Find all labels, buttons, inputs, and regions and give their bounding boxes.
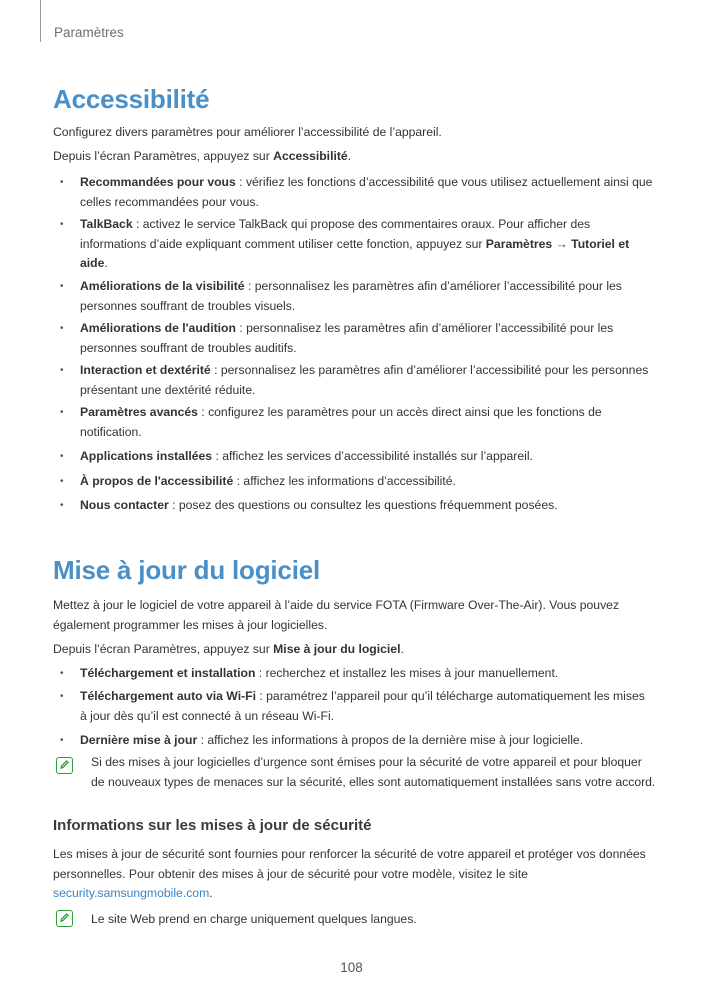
page-number: 108 <box>340 960 363 975</box>
list-item: • Recommandées pour vous : vérifiez les fonctions d’accessibilité que vous utilisez actuellement ainsi que celles recommandées pour vous. <box>60 175 653 209</box>
list-item: • Nous contacter : posez des questions ou consultez les questions fréquemment posées. <box>53 496 653 516</box>
header-section-label: Paramètres <box>54 25 124 40</box>
bullet-icon: • <box>60 500 64 511</box>
bullet-icon: • <box>60 365 64 376</box>
software-update-title: Mise à jour du logiciel <box>53 555 321 585</box>
software-update-path: Depuis l’écran Paramètres, appuyez sur Mise à jour du logiciel. <box>53 642 404 656</box>
bullet-icon: • <box>60 177 64 188</box>
bullet-icon: • <box>60 668 64 679</box>
bullet-icon: • <box>60 407 64 418</box>
accessibility-intro: Configurez divers paramètres pour améliorer l’accessibilité de l’appareil. <box>53 125 442 139</box>
list-item: • Améliorations de l'audition : personnalisez les paramètres afin d’améliorer l’accessibilité pour les personnes souffrant de troubles auditifs. <box>60 321 614 355</box>
accessibility-title: Accessibilité <box>53 84 210 114</box>
list-item: • Téléchargement auto via Wi-Fi : paramétrez l’appareil pour qu’il télécharge automatiquement les mises à jour dès qu’il est connecté à un réseau Wi-Fi. <box>60 689 645 723</box>
security-updates-body: Les mises à jour de sécurité sont fournies pour renforcer la sécurité de votre appareil et protéger vos données personnelles. Pour obtenir des mises à jour de sécurité pour votre modèle, visitez le site security.samsungmobile.com. <box>53 847 646 900</box>
bullet-icon: • <box>60 451 64 462</box>
note-pencil-icon <box>56 757 73 774</box>
note-pencil-icon <box>56 910 73 927</box>
list-item: • Interaction et dextérité : personnalisez les paramètres afin d’améliorer l’accessibilité pour les personnes présentant une dextérité réduite. <box>60 363 649 397</box>
bullet-icon: • <box>60 691 64 702</box>
list-item: • Dernière mise à jour : affichez les informations à propos de la dernière mise à jour logicielle. <box>53 731 653 751</box>
security-link[interactable]: security.samsungmobile.com <box>53 886 210 900</box>
update-note: Si des mises à jour logicielles d’urgence sont émises pour la sécurité de votre appareil et pour bloquer de nouveaux types de menaces sur la sécurité, elles sont automatiquement installées sans votre accord. <box>91 755 656 789</box>
list-item: • TalkBack : activez le service TalkBack qui propose des commentaires oraux. Pour afficher des informations d’aide expliquant comment utiliser cette fonction, appuyez sur Paramètres → Tutoriel et aide. <box>60 217 630 270</box>
security-note: Le site Web prend en charge uniquement quelques langues. <box>91 912 417 926</box>
list-item: • Améliorations de la visibilité : personnalisez les paramètres afin d’améliorer l’accessibilité pour les personnes souffrant de troubles visuels. <box>60 279 622 313</box>
accessibility-path: Depuis l’écran Paramètres, appuyez sur Accessibilité. <box>53 149 352 163</box>
bullet-icon: • <box>60 323 64 334</box>
bullet-icon: • <box>60 735 64 746</box>
bullet-icon: • <box>60 476 64 487</box>
bullet-icon: • <box>60 219 64 230</box>
bullet-icon: • <box>60 281 64 292</box>
list-item: • Applications installées : affichez les services d’accessibilité installés sur l’appareil. <box>53 447 653 467</box>
software-update-intro: Mettez à jour le logiciel de votre appareil à l’aide du service FOTA (Firmware Over-The-Air). Vous pouvez également programmer les mises à jour logicielles. <box>53 598 620 632</box>
security-updates-heading: Informations sur les mises à jour de sécurité <box>53 817 372 834</box>
list-item: • Téléchargement et installation : recherchez et installez les mises à jour manuellement. <box>53 664 653 684</box>
list-item: • À propos de l'accessibilité : affichez les informations d’accessibilité. <box>53 472 653 492</box>
header-rule <box>40 0 41 42</box>
list-item: • Paramètres avancés : configurez les paramètres pour un accès direct ainsi que les fonctions de notification. <box>60 405 602 439</box>
